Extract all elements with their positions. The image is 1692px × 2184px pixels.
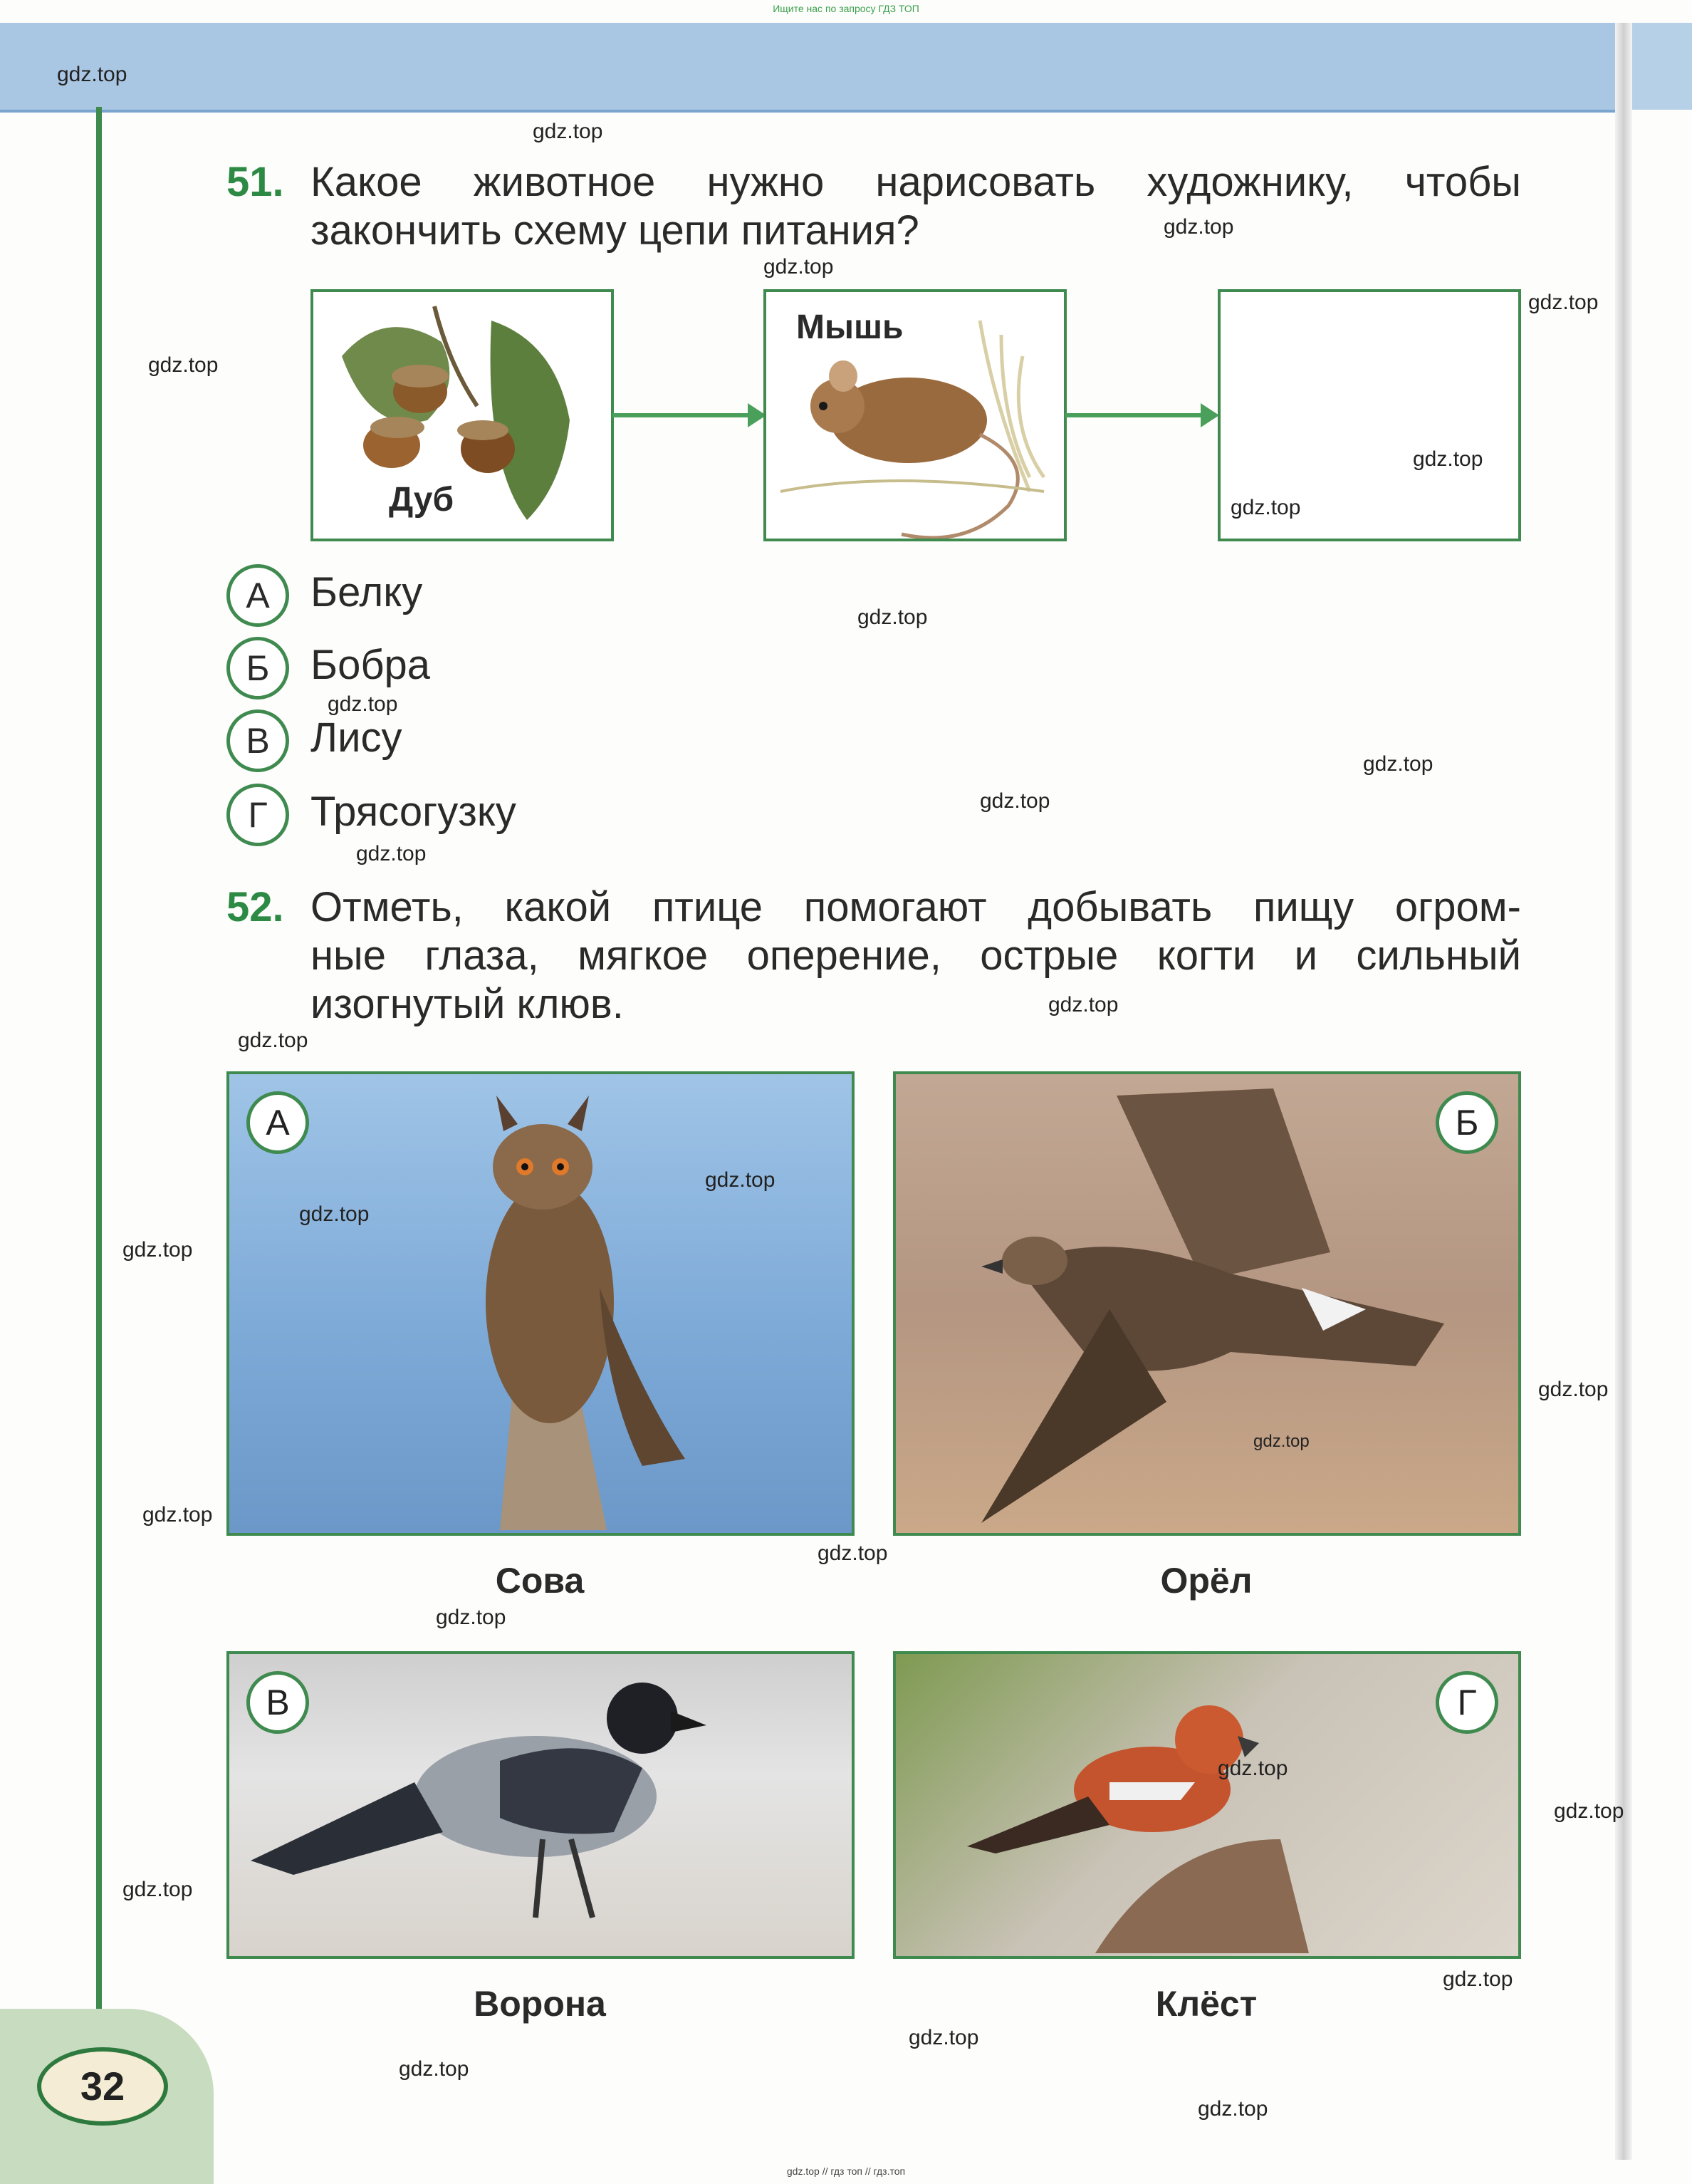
caption-owl: Сова [495,1561,585,1601]
watermark: gdz.top [356,842,427,865]
caption-crow: Ворона [474,1984,606,2024]
badge-a: А [246,1091,309,1154]
caption-crossbill: Клёст [1155,1984,1258,2024]
option-v-text: Лису [310,714,402,761]
chain-arrow-2 [1065,413,1203,417]
watermark: gdz.top [1198,2097,1268,2121]
owl-illustration [229,1074,852,1533]
watermark: gdz.top [763,255,834,279]
watermark: gdz.top [122,1238,193,1262]
crossbill-illustration [896,1654,1518,1956]
watermark: gdz.top [1218,1757,1288,1780]
q51-line1: Какое животное нужно нарисовать художнику, чтобы [310,159,1521,205]
option-a-circle[interactable]: А [226,564,289,627]
q51-line2: закончить схему цепи питания? [310,207,919,254]
header-banner-right [1631,23,1692,110]
option-b-circle[interactable]: Б [226,637,289,700]
watermark: gdz.top [1528,291,1599,314]
q51-number: 51. [226,159,284,205]
watermark: gdz.top [1554,1799,1624,1823]
watermark: gdz.top [1231,496,1301,519]
chain-label-oak: Дуб [389,481,454,519]
watermark: gdz.top [533,120,603,143]
watermark: gdz.top [705,1168,776,1192]
option-v-circle[interactable]: В [226,709,289,772]
watermark: gdz.top [299,1202,370,1226]
chain-arrow-1 [612,413,751,417]
page-fold [1615,23,1632,2160]
watermark: gdz.top [122,1878,193,1901]
footer-note: gdz.top // гдз топ // гдз.топ [786,2165,906,2177]
q52-line2: ные глаза, мягкое оперение, острые когти и сильный [310,932,1521,979]
badge-g: Г [1436,1671,1498,1734]
margin-line [96,107,102,2030]
q52-line3: изогнутый клюв. [310,981,624,1027]
header-banner [0,23,1631,113]
photo-crow[interactable] [226,1651,855,1959]
watermark: gdz.top [857,605,928,629]
photo-eagle[interactable] [893,1071,1521,1536]
option-g-circle[interactable]: Г [226,784,289,846]
photo-crossbill[interactable] [893,1651,1521,1959]
chain-box-oak [310,289,614,541]
watermark: gdz.top [57,63,127,86]
watermark: gdz.top [1413,447,1483,471]
option-g-text: Трясогузку [310,789,516,835]
crow-illustration [229,1654,852,1956]
watermark: gdz.top [1048,993,1119,1016]
q52-number: 52. [226,884,284,930]
chain-label-mouse: Мышь [796,308,904,346]
watermark: gdz.top [142,1503,213,1527]
watermark: gdz.top [399,2057,469,2081]
badge-b: Б [1436,1091,1498,1154]
option-b-text: Бобра [310,642,431,688]
watermark: gdz.top [436,1606,506,1629]
watermark: gdz.top [1253,1432,1310,1451]
photo-owl[interactable] [226,1071,855,1536]
watermark: gdz.top [1538,1378,1609,1401]
q52-line1: Отметь, какой птице помогают добывать пищу огром- [310,884,1521,930]
watermark: gdz.top [980,789,1050,813]
watermark: gdz.top [328,692,398,716]
watermark: gdz.top [909,2026,979,2049]
watermark: gdz.top [148,353,219,377]
watermark: gdz.top [238,1029,308,1052]
chain-box-mouse [763,289,1067,541]
caption-eagle: Орёл [1160,1561,1253,1601]
watermark: gdz.top [1164,215,1234,239]
watermark: gdz.top [1363,752,1434,776]
option-a-text: Белку [310,569,423,615]
page-number: 32 [37,2047,168,2126]
watermark: gdz.top [1443,1967,1513,1991]
eagle-illustration [896,1074,1518,1533]
top-note: Ищите нас по запросу ГДЗ ТОП [773,3,919,14]
watermark: gdz.top [818,1541,888,1565]
badge-v: В [246,1671,309,1734]
oak-acorn-illustration [313,292,611,539]
